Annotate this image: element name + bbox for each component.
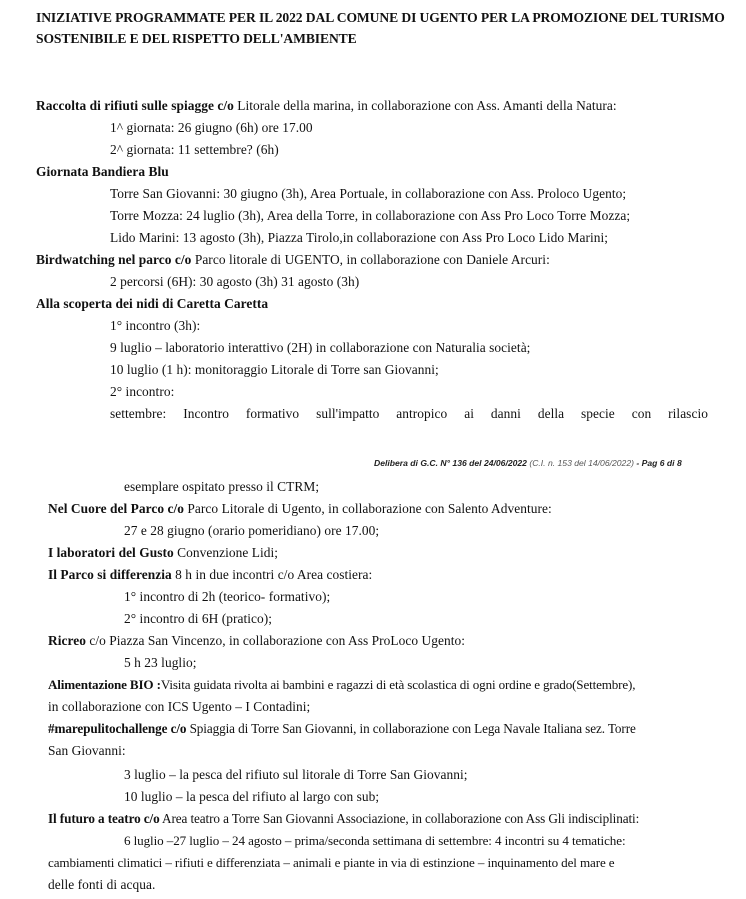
list-item: Torre San Giovanni: 30 giugno (3h), Area Portuale, in collaborazione con Ass. Proloco Ugento; [110, 186, 627, 201]
list-item: 10 luglio (1 h): monitoraggio Litorale di Torre san Giovanni; [110, 362, 439, 377]
footer-ci: (C.I. n. 153 del 14/06/2022) [526, 458, 634, 468]
document-title-line-1: INIZIATIVE PROGRAMMATE PER IL 2022 DAL COMUNE DI UGENTO PER LA PROMOZIONE DEL TURISMO [36, 10, 725, 25]
continuation-text: San Giovanni: [48, 743, 126, 758]
section-description: Litorale della marina, in collaborazione con Ass. Amanti della Natura: [233, 98, 617, 113]
section-heading: Alla scoperta dei nidi di Caretta Caretta [36, 296, 269, 311]
list-item: Lido Marini: 13 agosto (3h), Piazza Tirolo,in collaborazione con Ass Pro Loco Lido Marini; [110, 230, 609, 245]
continuation-text: in collaborazione con ICS Ugento – I Contadini; [48, 699, 311, 714]
section-description: Parco litorale di UGENTO, in collaborazione con Daniele Arcuri: [191, 252, 550, 267]
section-heading: Il futuro a teatro c/o [48, 811, 160, 826]
section-alimentazione-bio [48, 676, 635, 694]
word: rilascio [668, 406, 708, 421]
list-item: 1^ giornata: 26 giugno (6h) ore 17.00 [110, 120, 313, 135]
section-futuro-teatro [48, 810, 639, 828]
list-item: 1° incontro (3h): [110, 318, 201, 333]
section-cuore-parco [48, 500, 552, 518]
page-footer [374, 457, 682, 469]
justified-text-line [110, 405, 708, 423]
section-laboratori-gusto [48, 544, 278, 562]
word: settembre: [110, 406, 167, 421]
section-heading: Giornata Bandiera Blu [36, 164, 169, 179]
list-item: 2 percorsi (6H): 30 agosto (3h) 31 agosto (3h) [110, 274, 360, 289]
list-item: 10 luglio – la pesca del rifiuto al largo con sub; [124, 789, 380, 804]
word: ai [464, 406, 474, 421]
section-heading: Ricreo [48, 633, 86, 648]
word: antropico [396, 406, 448, 421]
section-marepulito [48, 720, 636, 738]
list-item: 2^ giornata: 11 settembre? (6h) [110, 142, 279, 157]
section-heading: Nel Cuore del Parco c/o [48, 501, 185, 516]
list-item: 6 luglio –27 luglio – 24 agosto – prima/seconda settimana di settembre: 4 incontri su 4 tematiche: [124, 833, 626, 848]
list-item: 27 e 28 giugno (orario pomeridiano) ore 17.00; [124, 523, 380, 538]
section-ricreo [48, 632, 465, 650]
continuation-text: cambiamenti climatici – rifiuti e differenziata – animali e piante in via di estinzione – inquinamento del mare e [48, 855, 615, 870]
list-item: 9 luglio – laboratorio interattivo (2H) in collaborazione con Naturalia società; [110, 340, 531, 355]
document-title-line-2: SOSTENIBILE E DEL RISPETTO DELL'AMBIENTE [36, 31, 357, 46]
section-heading: Il Parco si differenzia [48, 567, 172, 582]
section-bandiera-blu [36, 163, 169, 181]
continuation-text: delle fonti di acqua. [48, 877, 156, 892]
list-item: 2° incontro: [110, 384, 175, 399]
word: con [631, 406, 652, 421]
list-item: Torre Mozza: 24 luglio (3h), Area della Torre, in collaborazione con Ass Pro Loco Torre Mozza; [110, 208, 631, 223]
section-heading: #marepulitochallenge c/o [48, 721, 187, 736]
section-parco-differenzia [48, 566, 372, 584]
word: sull'impatto [316, 406, 380, 421]
section-birdwatching [36, 251, 550, 269]
list-item: 5 h 23 luglio; [124, 655, 197, 670]
section-description: Area teatro a Torre San Giovanni Associazione, in collaborazione con Ass Gli indisciplinati: [159, 811, 640, 826]
list-item: 1° incontro di 2h (teorico- formativo); [124, 589, 331, 604]
list-item: 2° incontro di 6H (pratico); [124, 611, 273, 626]
word: della [537, 406, 565, 421]
section-description: 8 h in due incontri c/o Area costiera: [171, 567, 373, 582]
section-heading: Raccolta di rifiuti sulle spiagge c/o [36, 98, 234, 113]
section-heading: I laboratori del Gusto [48, 545, 174, 560]
list-item: 3 luglio – la pesca del rifiuto sul litorale di Torre San Giovanni; [124, 767, 468, 782]
section-heading: Alimentazione BIO : [48, 677, 161, 692]
section-description: Convenzione Lidi; [173, 545, 279, 560]
section-description: Parco Litorale di Ugento, in collaborazione con Salento Adventure: [184, 501, 552, 516]
section-heading: Birdwatching nel parco c/o [36, 252, 192, 267]
section-description: Visita guidata rivolta ai bambini e ragazzi di età scolastica di ogni ordine e grado(Settembre), [160, 677, 636, 692]
word: Incontro [183, 406, 229, 421]
word: danni [490, 406, 521, 421]
word: specie [581, 406, 615, 421]
section-caretta [36, 295, 268, 313]
continuation-text: esemplare ospitato presso il CTRM; [124, 479, 320, 494]
word: formativo [245, 406, 300, 421]
section-description: c/o Piazza San Vincenzo, in collaborazione con Ass ProLoco Ugento: [85, 633, 465, 648]
footer-page-number: - Pag 6 di 8 [633, 458, 682, 468]
section-raccolta [36, 97, 617, 115]
section-description: Spiaggia di Torre San Giovanni, in collaborazione con Lega Navale Italiana sez. Torre [186, 721, 636, 736]
footer-delibera: Delibera di G.C. N° 136 del 24/06/2022 [374, 458, 527, 468]
